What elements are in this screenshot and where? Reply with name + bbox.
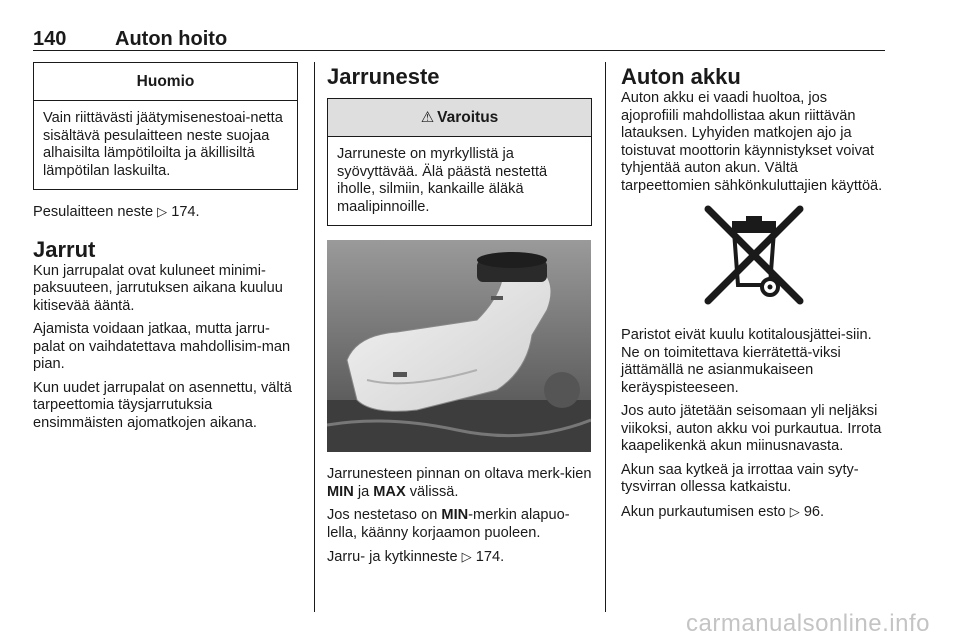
battery-ref-text: Akun purkautumisen esto	[621, 503, 786, 520]
warning-triangle-icon: ⚠	[420, 109, 435, 126]
note-title: Huomio	[34, 63, 297, 101]
low-text-1: Jos nestetaso on	[327, 507, 438, 523]
brake-ref-page[interactable]: 174.	[475, 549, 505, 565]
brakes-paragraph-3: Kun uudet jarrupalat on asennettu, vältä tarpeettomia täysjarrutuksia ensimmäisten ajomatkojen aikana.	[33, 379, 292, 431]
battery-ref-page[interactable]: 96.	[803, 503, 825, 520]
triangle-right-icon: ▷	[157, 204, 168, 219]
warning-title: Varoitus	[437, 109, 499, 126]
brake-clutch-fluid-reference	[327, 548, 592, 567]
bin-icon-wrapper	[621, 203, 886, 311]
brake-fluid-low-paragraph	[327, 507, 592, 542]
triangle-right-icon: ▷	[461, 549, 472, 564]
level-text-2: ja	[357, 483, 370, 500]
brakes-paragraph-1: Kun jarrupalat ovat kuluneet minimi-paksuuteen, jarrutuksen aikana kuuluu kitisevää ääntä.	[33, 262, 283, 314]
right-column	[621, 62, 886, 527]
note-box	[33, 62, 298, 190]
page-header	[33, 28, 885, 51]
triangle-right-icon: ▷	[789, 503, 800, 519]
left-column	[33, 62, 298, 438]
brakes-heading: Jarrut	[33, 236, 96, 262]
brake-fluid-heading: Jarruneste	[327, 64, 440, 89]
low-text-2: -merkin alapuo-lella, käänny korjaamon puoleen.	[327, 507, 570, 541]
low-min-label: MIN	[441, 507, 469, 523]
column-divider-2	[605, 62, 606, 612]
min-mark-label: MIN	[327, 483, 354, 500]
warning-box	[327, 98, 592, 226]
battery-paragraph-2: Paristot eivät kuulu kotitalousjättei-siin. Ne on toimitettava kierrätettä-viksi jättämällä ne asianmukaiseen keräyspisteeseen.	[621, 327, 872, 396]
level-text-3: välissä.	[409, 483, 459, 500]
brake-ref-text: Jarru- ja kytkinneste	[327, 549, 458, 565]
washer-ref-text: Pesulaitteen neste	[33, 204, 154, 220]
section-title: Auton hoito	[115, 28, 228, 50]
brakes-paragraph-2: Ajamista voidaan jatkaa, mutta jarru-palat on vaihdatettava mahdollisim-man pian.	[33, 321, 291, 372]
washer-ref-page[interactable]: 174.	[171, 204, 200, 220]
watermark: carmanualsonline.info	[686, 610, 930, 637]
warning-text: Jarruneste on myrkyllistä ja syövyttävää. Älä päästä nestettä iholle, silmiin, kankaille äläkä maalipinnoille.	[337, 146, 548, 215]
battery-paragraph-4: Akun saa kytkeä ja irrottaa vain syty-tysvirran ollessa katkaistu.	[621, 461, 859, 495]
battery-discharge-reference	[621, 503, 886, 522]
washer-fluid-reference	[33, 203, 298, 222]
brake-fluid-level-paragraph	[327, 466, 592, 501]
max-mark-label: MAX	[373, 483, 406, 500]
column-divider-1	[314, 62, 315, 612]
crossed-out-wheelie-bin-icon	[700, 203, 808, 311]
note-text: Vain riittävästi jäätymisenestoai-netta sisältävä pesulaitteen neste suojaa alhaisilta lämpötiloilta ja äkillisiltä lämpötilan laskuilta.	[43, 110, 283, 179]
brake-fluid-reservoir-photo	[327, 240, 591, 452]
page-number: 140	[33, 28, 67, 50]
warning-title-row	[328, 99, 591, 137]
battery-paragraph-3: Jos auto jätetään seisomaan yli neljäksi viikoksi, auton akku voi purkautua. Irrota kaapelikenkä akun miinusnavasta.	[621, 403, 882, 454]
battery-paragraph-1: Auton akku ei vaadi huoltoa, jos ajoprofiili mahdollistaa akun riittävän latauksen. Lyhyiden matkojen ajo ja toistuvat moottorin käynnistykset voivat tyhjentää auton akun. Vältä tarpeettomien sähkönkuluttajien käyttöä.	[621, 90, 883, 194]
middle-column	[327, 62, 592, 573]
battery-heading: Auton akku	[621, 64, 741, 89]
level-text-1: Jarrunesteen pinnan on oltava merk-kien	[327, 466, 592, 482]
engine-bay-illustration	[327, 240, 591, 452]
